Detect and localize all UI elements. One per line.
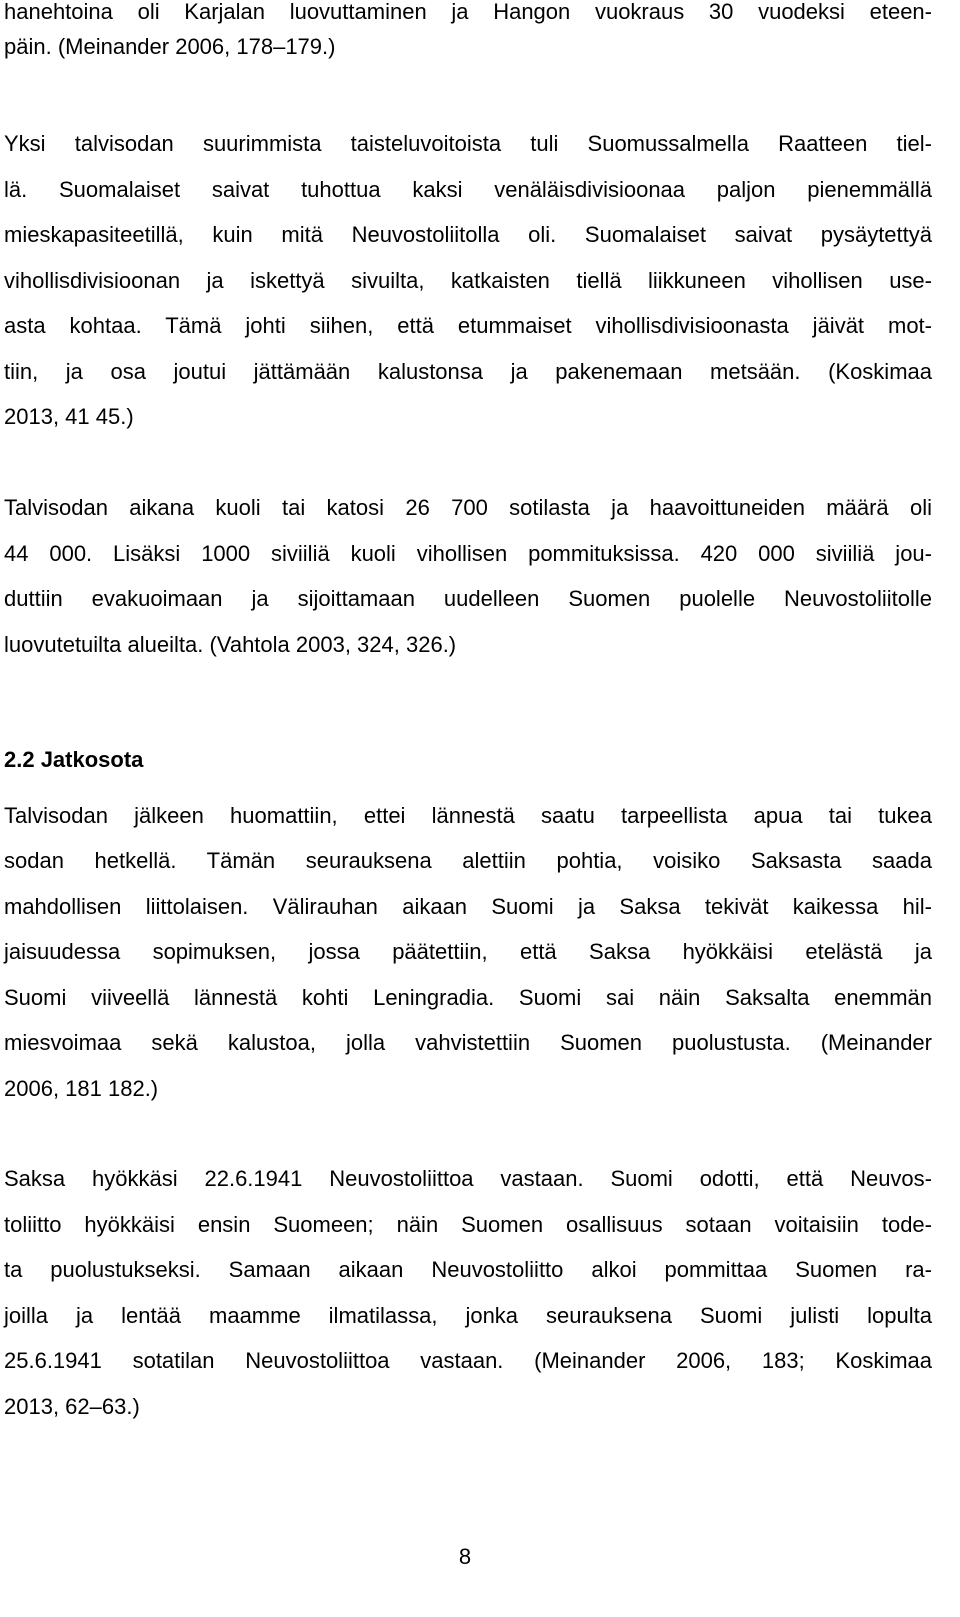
text-line: 2006, 181 182.) (4, 1076, 159, 1101)
text-line: vihollisdivisioonan ja iskettyä sivuilta, katkaisten tiellä liikkuneen vihollisen use- (4, 268, 932, 293)
text-line: miesvoimaa sekä kalustoa, jolla vahvistettiin Suomen puolustusta. (Meinander (4, 1030, 932, 1055)
page-number: 8 (458, 1544, 472, 1569)
text-line: 44 000. Lisäksi 1000 siviiliä kuoli vihollisen pommituksissa. 420 000 siviiliä jou- (4, 541, 932, 566)
text-line: tiin, ja osa joutui jättämään kalustonsa ja pakenemaan metsään. (Koskimaa (4, 359, 932, 384)
text-line: Talvisodan jälkeen huomattiin, ettei lännestä saatu tarpeellista apua tai tukea (4, 803, 932, 828)
text-line: 2013, 62–63.) (4, 1394, 140, 1419)
text-line: Saksa hyökkäsi 22.6.1941 Neuvostoliittoa vastaan. Suomi odotti, että Neuvos- (4, 1166, 932, 1191)
text-line: duttiin evakuoimaan ja sijoittamaan uudelleen Suomen puolelle Neuvostoliitolle (4, 586, 932, 611)
text-line: hanehtoina oli Karjalan luovuttaminen ja Hangon vuokraus 30 vuodeksi eteen- (4, 0, 932, 24)
text-line: 25.6.1941 sotatilan Neuvostoliittoa vastaan. (Meinander 2006, 183; Koskimaa (4, 1348, 932, 1373)
text-line: Talvisodan aikana kuoli tai katosi 26 700 sotilasta ja haavoittuneiden määrä oli (4, 495, 932, 520)
text-line: mahdollisen liittolaisen. Välirauhan aikaan Suomi ja Saksa tekivät kaikessa hil- (4, 894, 932, 919)
text-line: asta kohtaa. Tämä johti siihen, että etummaiset vihollisdivisioonasta jäivät mot- (4, 313, 932, 338)
text-line: 2013, 41 45.) (4, 404, 134, 429)
text-line: luovutetuilta alueilta. (Vahtola 2003, 324, 326.) (4, 632, 457, 657)
text-line: Suomi viiveellä lännestä kohti Leningradia. Suomi sai näin Saksalta enemmän (4, 985, 932, 1010)
text-line: sodan hetkellä. Tämän seurauksena alettiin pohtia, voisiko Saksasta saada (4, 848, 932, 873)
text-line: joilla ja lentää maamme ilmatilassa, jonka seurauksena Suomi julisti lopulta (4, 1303, 932, 1328)
text-line: päin. (Meinander 2006, 178–179.) (4, 34, 336, 59)
text-line: ta puolustukseksi. Samaan aikaan Neuvostoliitto alkoi pommittaa Suomen ra- (4, 1257, 932, 1282)
text-line: jaisuudessa sopimuksen, jossa päätettiin, että Saksa hyökkäisi etelästä ja (4, 939, 932, 964)
text-line: toliitto hyökkäisi ensin Suomeen; näin Suomen osallisuus sotaan voitaisiin tode- (4, 1212, 932, 1237)
section-heading: 2.2 Jatkosota (4, 747, 144, 772)
text-line: lä. Suomalaiset saivat tuhottua kaksi venäläisdivisioonaa paljon pienemmällä (4, 177, 932, 202)
text-line: Yksi talvisodan suurimmista taisteluvoitoista tuli Suomussalmella Raatteen tiel- (4, 131, 932, 156)
text-line: mieskapasiteetillä, kuin mitä Neuvostoliitolla oli. Suomalaiset saivat pysäytettyä (4, 222, 932, 247)
